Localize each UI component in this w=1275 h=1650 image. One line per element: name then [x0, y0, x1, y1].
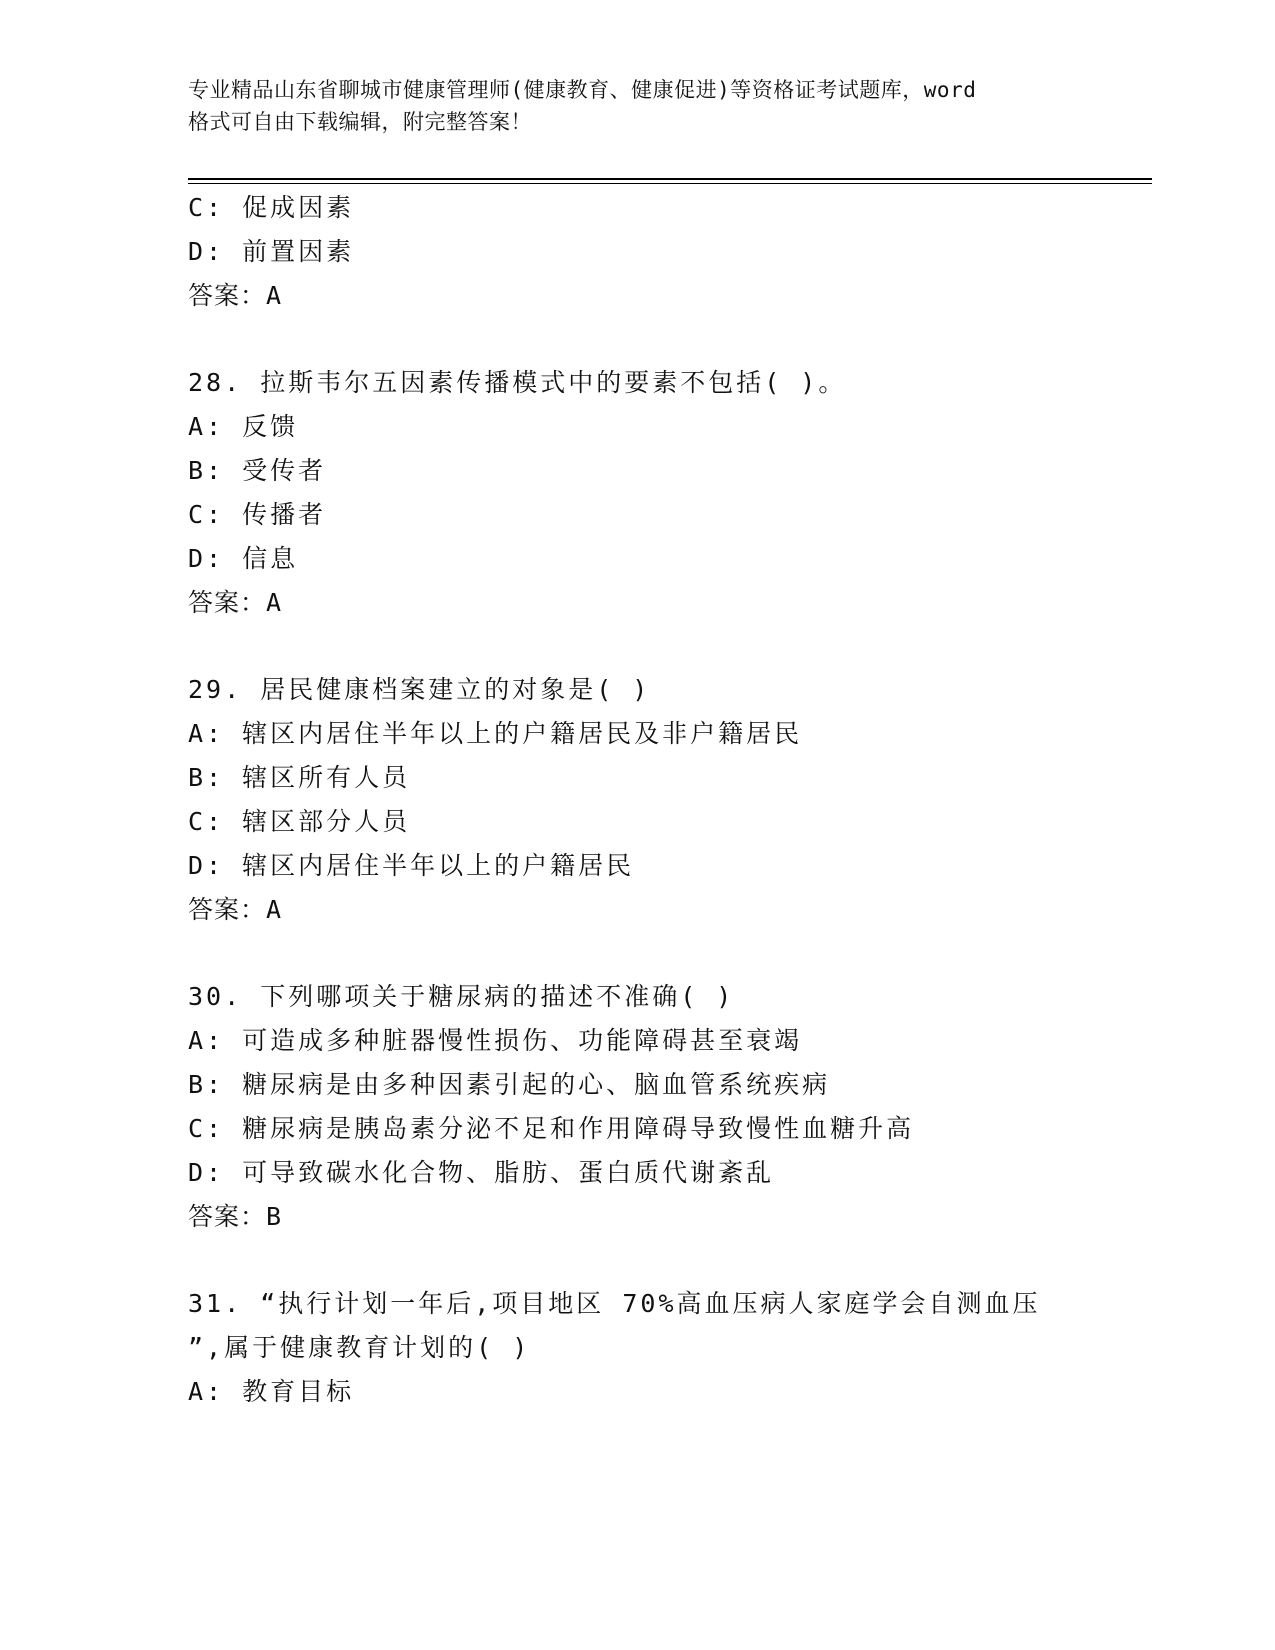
question-30-option-b: B: 糖尿病是由多种因素引起的心、脑血管系统疾病	[188, 1070, 831, 1099]
question-30-option-a: A: 可造成多种脏器慢性损伤、功能障碍甚至衰竭	[188, 1026, 803, 1055]
prev-answer: 答案：A	[188, 281, 283, 310]
question-30-answer: 答案：B	[188, 1202, 283, 1231]
header-rule-thick	[188, 178, 1152, 180]
question-30-option-d: D: 可导致碳水化合物、脂肪、蛋白质代谢紊乱	[188, 1158, 775, 1187]
question-31-stem-line-1: 31. “执行计划一年后,项目地区 70%高血压病人家庭学会自测血压	[188, 1289, 1041, 1318]
question-29-option-a: A: 辖区内居住半年以上的户籍居民及非户籍居民	[188, 719, 803, 748]
header-line-1: 专业精品山东省聊城市健康管理师(健康教育、健康促进)等资格证考试题库，word	[188, 78, 977, 102]
header-line-2: 格式可自由下载编辑，附完整答案！	[188, 110, 532, 134]
prev-option-c: C: 促成因素	[188, 193, 355, 222]
question-29-answer: 答案：A	[188, 895, 283, 924]
question-30-option-c: C: 糖尿病是胰岛素分泌不足和作用障碍导致慢性血糖升高	[188, 1114, 915, 1143]
question-30-stem: 30. 下列哪项关于糖尿病的描述不准确( )	[188, 982, 735, 1011]
question-28-answer: 答案：A	[188, 588, 283, 617]
question-28-option-b: B: 受传者	[188, 456, 327, 485]
question-31-option-a: A: 教育目标	[188, 1377, 355, 1406]
prev-option-d: D: 前置因素	[188, 237, 355, 266]
question-29-stem: 29. 居民健康档案建立的对象是( )	[188, 675, 651, 704]
question-28-option-c: C: 传播者	[188, 500, 327, 529]
question-28-stem: 28. 拉斯韦尔五因素传播模式中的要素不包括( )。	[188, 368, 847, 397]
question-28-option-a: A: 反馈	[188, 412, 299, 441]
question-29-option-c: C: 辖区部分人员	[188, 807, 411, 836]
question-29-option-b: B: 辖区所有人员	[188, 763, 411, 792]
header-rule-thin	[188, 183, 1152, 184]
question-31-stem-line-2: ”,属于健康教育计划的( )	[188, 1333, 531, 1362]
question-29-option-d: D: 辖区内居住半年以上的户籍居民	[188, 851, 635, 880]
question-28-option-d: D: 信息	[188, 544, 299, 573]
document-header	[188, 74, 1088, 138]
